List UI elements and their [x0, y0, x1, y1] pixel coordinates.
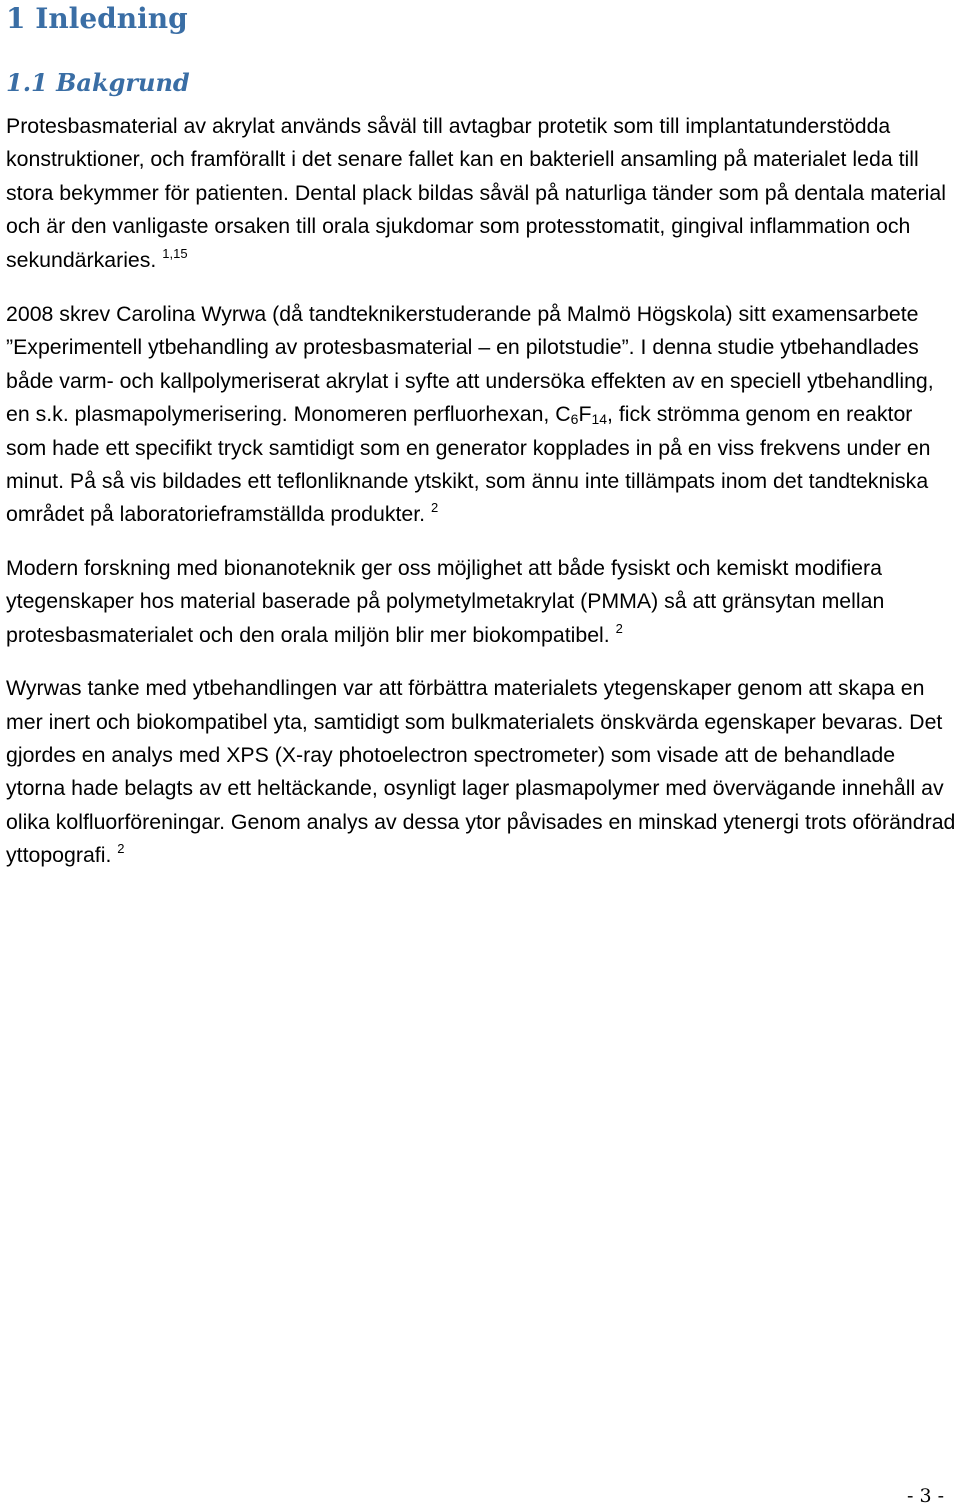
- citation-ref: 2: [117, 841, 125, 857]
- paragraph-text: 2008 skrev Carolina Wyrwa (då tandteknikerstuderande på Malmö Högskola) sitt examensarbete ”Experimentell ytbehandling av protesbasmaterial – en pilotstudie”. I denna studie ytbehandlades både varm- och kallpolymeriserat akrylat i syfte att undersöka effekten av en speciell ytbehandling, en s.k. plasmapolymerisering. Monomeren perfluorhexan, C: [6, 302, 934, 427]
- section-heading: 1.1 Bakgrund: [6, 68, 190, 97]
- paragraph-background: [6, 110, 956, 277]
- paragraph-bionanotech: [6, 552, 956, 652]
- paragraph-text: Protesbasmaterial av akrylat används såväl till avtagbar protetik som till implantatunderstödda konstruktioner, och framförallt i det senare fallet kan en bakteriell ansamling på materialet leda till stora bekymmer för patienten. Dental plack bildas såväl på naturliga tänder som på dentala material och är den vanligaste orsaken till orala sjukdomar som protesstomatit, gingival inflammation och sekundärkaries.: [6, 114, 946, 272]
- subscript-carbon-count: 6: [570, 411, 579, 428]
- document-page: [6, 0, 956, 873]
- subscript-fluorine-count: 14: [591, 411, 608, 428]
- citation-ref: 2: [431, 500, 439, 516]
- paragraph-text: Modern forskning med bionanoteknik ger oss möjlighet att både fysiskt och kemiskt modifiera ytegenskaper hos material baserade på polymetylmetakrylat (PMMA) så att gränsytan mellan protesbasmaterialet och den orala miljön blir mer biokompatibel.: [6, 555, 885, 647]
- paragraph-surface-treatment: [6, 672, 956, 872]
- chapter-heading: 1 Inledning: [6, 2, 188, 35]
- paragraph-text: Wyrwas tanke med ytbehandlingen var att förbättra materialets ytegenskaper genom att skapa en mer inert och biokompatibel yta, samtidigt som bulkmaterialets önskvärda egenskaper bevaras. Det gjordes en analys med XPS (X-ray photoelectron spectrometer) som visade att de behandlade ytorna hade belagts av ett heltäckande, osynligt lager plasmapolymer med övervägande innehåll av olika kolfluorföreningar. Genom analys av dessa ytor påvisades en minskad ytenergi trots oförändrad yttopografi.: [6, 676, 956, 868]
- citation-ref: 1,15: [162, 245, 188, 261]
- page-number: - 3 -: [906, 1485, 944, 1507]
- citation-ref: 2: [615, 620, 623, 636]
- paragraph-wyrwa-study: [6, 298, 956, 532]
- paragraph-text: , fick strömma genom en reaktor som hade ett specifikt tryck samtidigt som en generator kopplades in på en viss frekvens under en minut. På så vis bildades ett teflonliknande ytskikt, som ännu inte tillämpats inom det tandtekniska området på laboratorieframställda produkter.: [6, 402, 931, 527]
- formula-fluorine: F: [578, 402, 592, 427]
